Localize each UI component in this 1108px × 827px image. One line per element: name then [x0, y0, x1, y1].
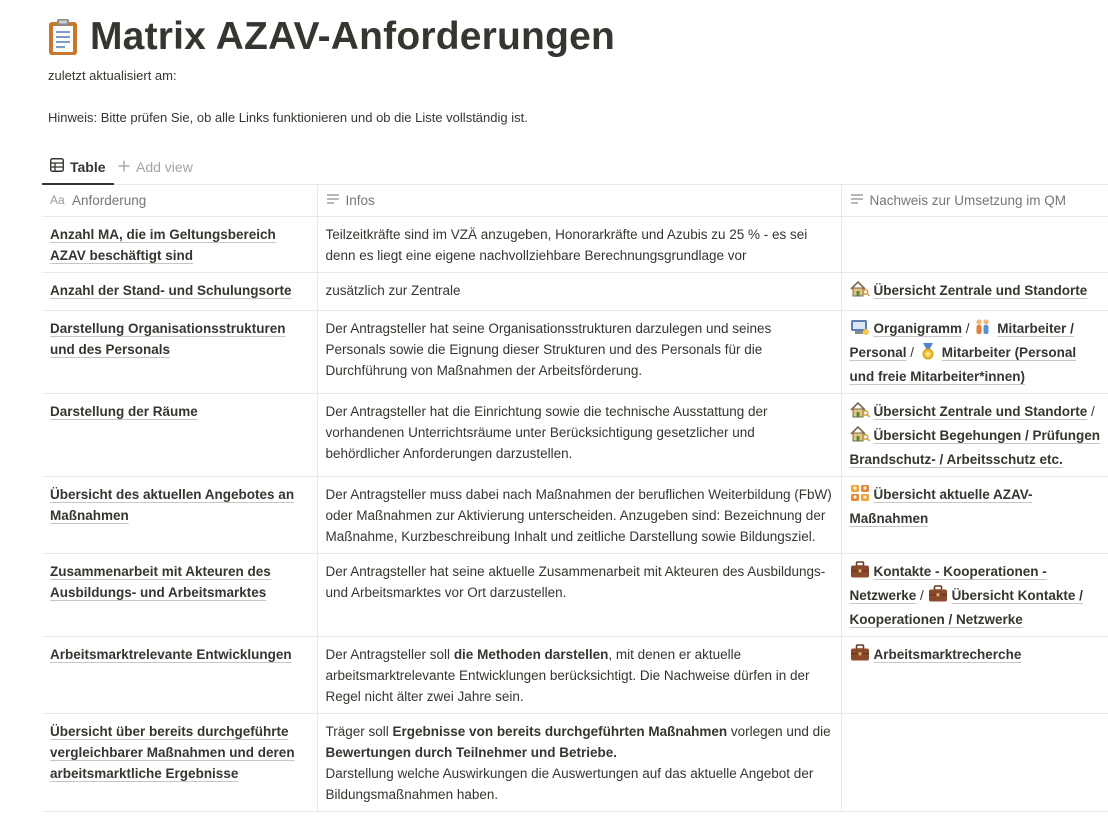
- info-text: Darstellung welche Auswirkungen die Auswertungen auf das aktuelle Angebot der Bildungsmaßnahmen haben.: [325, 766, 814, 802]
- text-lines-icon: [850, 190, 864, 211]
- info-text: Teilzeitkräfte sind im VZÄ anzugeben, Honorarkräfte und Azubis zu 25 % - es sei denn es liegt eine eigene nachvollziehbare Berechnungsgrundlage vor: [325, 227, 808, 263]
- column-header-nachweis[interactable]: [841, 184, 1108, 217]
- table-header-row: [42, 184, 1108, 217]
- cell-infos[interactable]: [317, 311, 841, 394]
- info-text-bold: die Methoden darstellen: [453, 647, 609, 662]
- column-header-anforderung[interactable]: [42, 184, 317, 217]
- cell-anforderung[interactable]: [42, 311, 317, 394]
- column-header-label: Anforderung: [72, 192, 147, 208]
- page-link[interactable]: Übersicht Zentrale und Standorte: [873, 283, 1088, 298]
- page-link[interactable]: Übersicht Zentrale und Standorte: [873, 404, 1088, 419]
- cell-nachweis[interactable]: [841, 554, 1108, 637]
- separator-slash: /: [1087, 404, 1095, 419]
- cell-anforderung[interactable]: [42, 394, 317, 477]
- requirement-title[interactable]: Darstellung der Räume: [50, 404, 198, 419]
- page-link[interactable]: Arbeitsmarktrecherche: [873, 647, 1022, 662]
- house-key-icon: [850, 401, 870, 425]
- cell-nachweis[interactable]: [841, 273, 1108, 311]
- medal-icon: [918, 342, 938, 366]
- add-view-button[interactable]: [118, 150, 193, 183]
- info-text: vorlegen und die: [727, 724, 831, 739]
- house-key-icon: [850, 425, 870, 449]
- cell-anforderung[interactable]: [42, 714, 317, 812]
- cell-anforderung[interactable]: [42, 477, 317, 554]
- info-text: , mit denen er aktuelle arbeitsmarktrelevante Entwicklungen berücksichtigt. Die Nachweise dürfen in der Regel nicht älter zwei Jahre sein.: [325, 647, 810, 704]
- column-header-label: Nachweis zur Umsetzung im QM: [869, 192, 1067, 208]
- requirement-title[interactable]: Anzahl der Stand- und Schulungsorte: [50, 283, 292, 298]
- cell-nachweis[interactable]: [841, 714, 1108, 812]
- table-row[interactable]: [42, 217, 1108, 273]
- page-link[interactable]: Organigramm: [873, 321, 963, 336]
- cell-nachweis[interactable]: [841, 394, 1108, 477]
- last-updated-label: zuletzt aktualisiert am:: [48, 68, 177, 83]
- page-title[interactable]: Matrix AZAV-Anforderungen: [90, 15, 616, 58]
- column-header-label: Infos: [345, 192, 375, 208]
- column-header-infos[interactable]: [317, 184, 841, 217]
- view-tabs: [42, 150, 1108, 185]
- info-text: Der Antragsteller hat seine Organisationsstrukturen darzulegen und seines Personals sowie die Eignung dieser Strukturen und des Personals für die Durchführung von Maßnahmen der Arbeitsförderung.: [325, 321, 772, 378]
- cell-nachweis[interactable]: [841, 477, 1108, 554]
- briefcase-icon: [850, 561, 870, 585]
- table-icon: [50, 158, 64, 175]
- title-aa-icon: [50, 190, 66, 211]
- page-link[interactable]: Kontakte - Kooperationen - Netzwerke: [849, 564, 1047, 603]
- requirement-title[interactable]: Arbeitsmarktrelevante Entwicklungen: [50, 647, 292, 662]
- cell-infos[interactable]: [317, 554, 841, 637]
- info-text-bold: Ergebnisse von bereits durchgeführten Maßnahmen: [392, 724, 728, 739]
- add-view-label: Add view: [136, 158, 193, 175]
- briefcase-icon: [928, 585, 948, 609]
- cell-anforderung[interactable]: [42, 217, 317, 273]
- cell-infos[interactable]: [317, 714, 841, 812]
- cell-anforderung[interactable]: [42, 554, 317, 637]
- cell-nachweis[interactable]: [841, 311, 1108, 394]
- info-text: Der Antragsteller muss dabei nach Maßnahmen der beruflichen Weiterbildung (FbW) oder Maßnahmen zur Aktivierung unterscheiden. Anzugeben sind: Bezeichnung der Maßnahme, Kurzbeschreibung Inhalt und zeitliche Darstellung sowie Bildungsziel.: [325, 487, 832, 544]
- cell-infos[interactable]: [317, 217, 841, 273]
- plus-icon: [118, 159, 130, 175]
- info-text: Der Antragsteller soll: [325, 647, 454, 662]
- page-link[interactable]: Übersicht aktuelle AZAV-Maßnahmen: [849, 487, 1033, 526]
- cell-infos[interactable]: [317, 273, 841, 311]
- requirement-title[interactable]: Anzahl MA, die im Geltungsbereich AZAV beschäftigt sind: [50, 227, 276, 263]
- table-row[interactable]: [42, 554, 1108, 637]
- text-lines-icon: [326, 190, 340, 211]
- cell-infos[interactable]: [317, 637, 841, 714]
- separator-slash: /: [962, 321, 974, 336]
- table-row[interactable]: [42, 714, 1108, 812]
- page-link[interactable]: Übersicht Kontakte / Kooperationen / Netzwerke: [849, 588, 1083, 627]
- table-row[interactable]: [42, 311, 1108, 394]
- svg-text:Aa: Aa: [50, 192, 65, 205]
- cell-infos[interactable]: [317, 477, 841, 554]
- requirement-title[interactable]: Übersicht über bereits durchgeführte vergleichbarer Maßnahmen und deren arbeitsmarktliche Ergebnisse: [50, 724, 295, 781]
- table-row[interactable]: [42, 637, 1108, 714]
- table-row[interactable]: [42, 477, 1108, 554]
- org-chart-icon: [850, 318, 870, 342]
- info-text: Der Antragsteller hat die Einrichtung sowie die technische Ausstattung der vorhandenen Unterrichtsräume unter Berücksichtigung gesetzlicher und behördlicher Anforderungen darzustellen.: [325, 404, 768, 461]
- cell-nachweis[interactable]: [841, 637, 1108, 714]
- people-icon: [973, 318, 993, 342]
- info-text: Der Antragsteller hat seine aktuelle Zusammenarbeit mit Akteuren des Ausbildungs- und Arbeitsmarktes vor Ort darzustellen.: [325, 564, 826, 600]
- cell-anforderung[interactable]: [42, 637, 317, 714]
- table-row[interactable]: [42, 273, 1108, 311]
- requirement-title[interactable]: Zusammenarbeit mit Akteuren des Ausbildungs- und Arbeitsmarktes: [50, 564, 271, 600]
- info-text: zusätzlich zur Zentrale: [325, 283, 461, 298]
- page-link[interactable]: Mitarbeiter / Personal: [849, 321, 1074, 360]
- page-header: [46, 10, 615, 64]
- tab-table[interactable]: [42, 150, 114, 185]
- cell-infos[interactable]: [317, 394, 841, 477]
- clipboard-icon[interactable]: [46, 17, 80, 57]
- separator-slash: /: [906, 345, 918, 360]
- separator-slash: /: [916, 588, 928, 603]
- cell-nachweis[interactable]: [841, 217, 1108, 273]
- table-row[interactable]: [42, 394, 1108, 477]
- hint-text: Hinweis: Bitte prüfen Sie, ob alle Links funktionieren und ob die Liste vollständig ist.: [48, 110, 528, 125]
- page-link[interactable]: Übersicht Begehungen / Prüfungen Brandschutz- / Arbeitsschutz etc.: [849, 428, 1101, 467]
- requirement-title[interactable]: Darstellung Organisationsstrukturen und des Personals: [50, 321, 286, 357]
- house-key-icon: [850, 280, 870, 304]
- requirement-title[interactable]: Übersicht des aktuellen Angebotes an Maßnahmen: [50, 487, 295, 523]
- info-text: Träger soll: [325, 724, 393, 739]
- requirements-table: [42, 184, 1108, 812]
- page-link[interactable]: Mitarbeiter (Personal und freie Mitarbeiter*innen): [849, 345, 1077, 384]
- cell-anforderung[interactable]: [42, 273, 317, 311]
- info-text-bold: Bewertungen durch Teilnehmer und Betriebe.: [325, 745, 618, 760]
- group-icon: [850, 484, 870, 508]
- tab-table-label: Table: [70, 158, 106, 175]
- briefcase-icon: [850, 644, 870, 668]
